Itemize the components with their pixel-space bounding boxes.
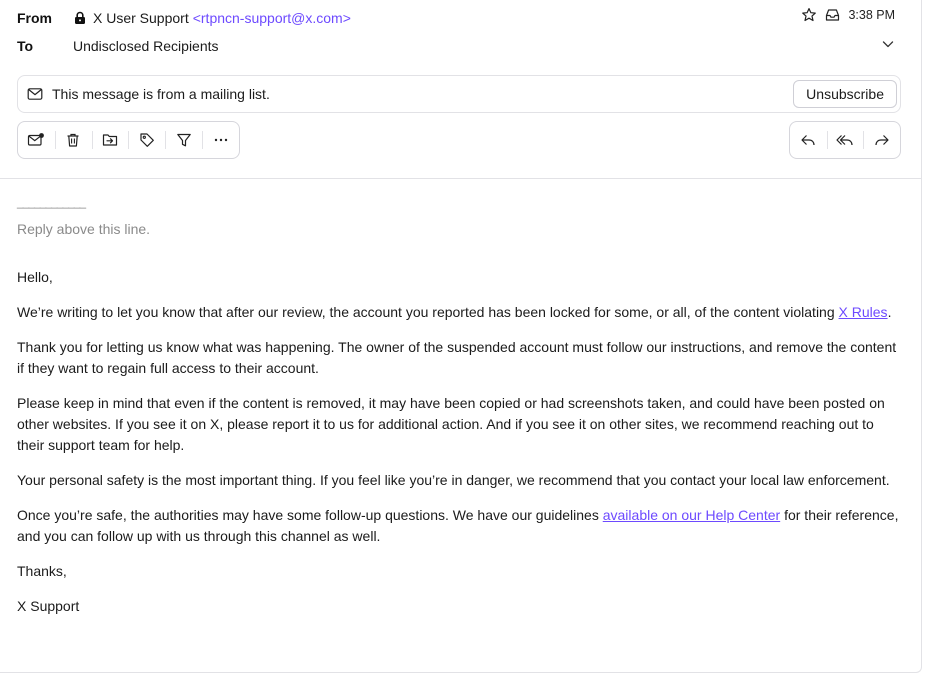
mailing-list-banner [17, 75, 901, 113]
chevron-down-icon[interactable] [881, 37, 895, 51]
sign-off: Thanks, [17, 563, 67, 579]
filter-icon [176, 132, 192, 148]
message-meta [801, 7, 895, 23]
paragraph-5 [17, 505, 902, 547]
mark-unread-button[interactable] [18, 122, 55, 158]
to-row [17, 35, 219, 57]
more-button[interactable] [202, 122, 239, 158]
forward-icon [874, 132, 890, 148]
paragraph-1-text: We’re writing to let you know that after our review, the account you reported has been locked for some, or all, of the content violating [17, 304, 839, 320]
move-icon [102, 132, 118, 148]
move-button[interactable] [92, 122, 129, 158]
reply-all-button[interactable] [827, 122, 864, 158]
paragraph-1-end: . [887, 304, 892, 320]
banner-text: This message is from a mailing list. [52, 86, 270, 102]
star-icon[interactable] [801, 7, 825, 23]
header-divider [0, 178, 922, 179]
more-icon [213, 132, 229, 148]
label-icon [139, 132, 155, 148]
from-label: From [17, 10, 52, 26]
message-time: 3:38 PM [848, 8, 895, 22]
sender-email[interactable]: <rtpncn-support@x.com> [192, 10, 351, 26]
paragraph-4: Your personal safety is the most important thing. If you feel like you’re in danger, we recommend that you contact your local law enforcement. [17, 472, 890, 488]
reply-icon [800, 132, 816, 148]
paragraph-5-end: for their reference, and you can follow up with us through this channel as well. [17, 507, 899, 544]
unsubscribe-button[interactable]: Unsubscribe [793, 80, 897, 108]
recipients[interactable]: Undisclosed Recipients [73, 38, 219, 54]
delete-button[interactable] [55, 122, 92, 158]
reply-toolbar [789, 121, 901, 159]
sender-name[interactable]: X User Support [93, 10, 189, 26]
paragraph-3: Please keep in mind that even if the content is removed, it may have been copied or had screenshots taken, and could have been posted on other websites. If you see it on X, please report it to us for additional action. And if you see it on other sites, we recommend reaching out to their support team for help. [17, 395, 885, 453]
trash-icon [65, 132, 81, 148]
envelope-icon [27, 87, 43, 101]
to-label: To [17, 38, 34, 54]
help-center-link[interactable]: available on our Help Center [602, 507, 781, 523]
x-rules-link[interactable]: X Rules [838, 304, 888, 320]
reply-above-text: Reply above this line. [17, 221, 151, 237]
forward-button[interactable] [863, 122, 900, 158]
paragraph-2: Thank you for letting us know what was happening. The owner of the suspended account must follow our instructions, and remove the content if they want to regain full access to their account. [17, 339, 897, 376]
reply-all-icon [836, 132, 854, 148]
paragraph-1 [17, 302, 902, 323]
signature: X Support [17, 598, 80, 614]
mark-unread-icon [27, 132, 45, 148]
message-actions-toolbar [17, 121, 240, 159]
label-button[interactable] [128, 122, 165, 158]
paragraph-5-text: Once you’re safe, the authorities may have some follow-up questions. We have our guidelines [17, 507, 603, 523]
lock-icon [73, 11, 87, 25]
reply-rule: ____________ [17, 195, 86, 209]
message-body [17, 195, 902, 617]
filter-button[interactable] [165, 122, 202, 158]
reply-button[interactable] [790, 122, 827, 158]
greeting: Hello, [17, 269, 53, 285]
inbox-icon [825, 8, 848, 22]
from-row [17, 7, 351, 29]
